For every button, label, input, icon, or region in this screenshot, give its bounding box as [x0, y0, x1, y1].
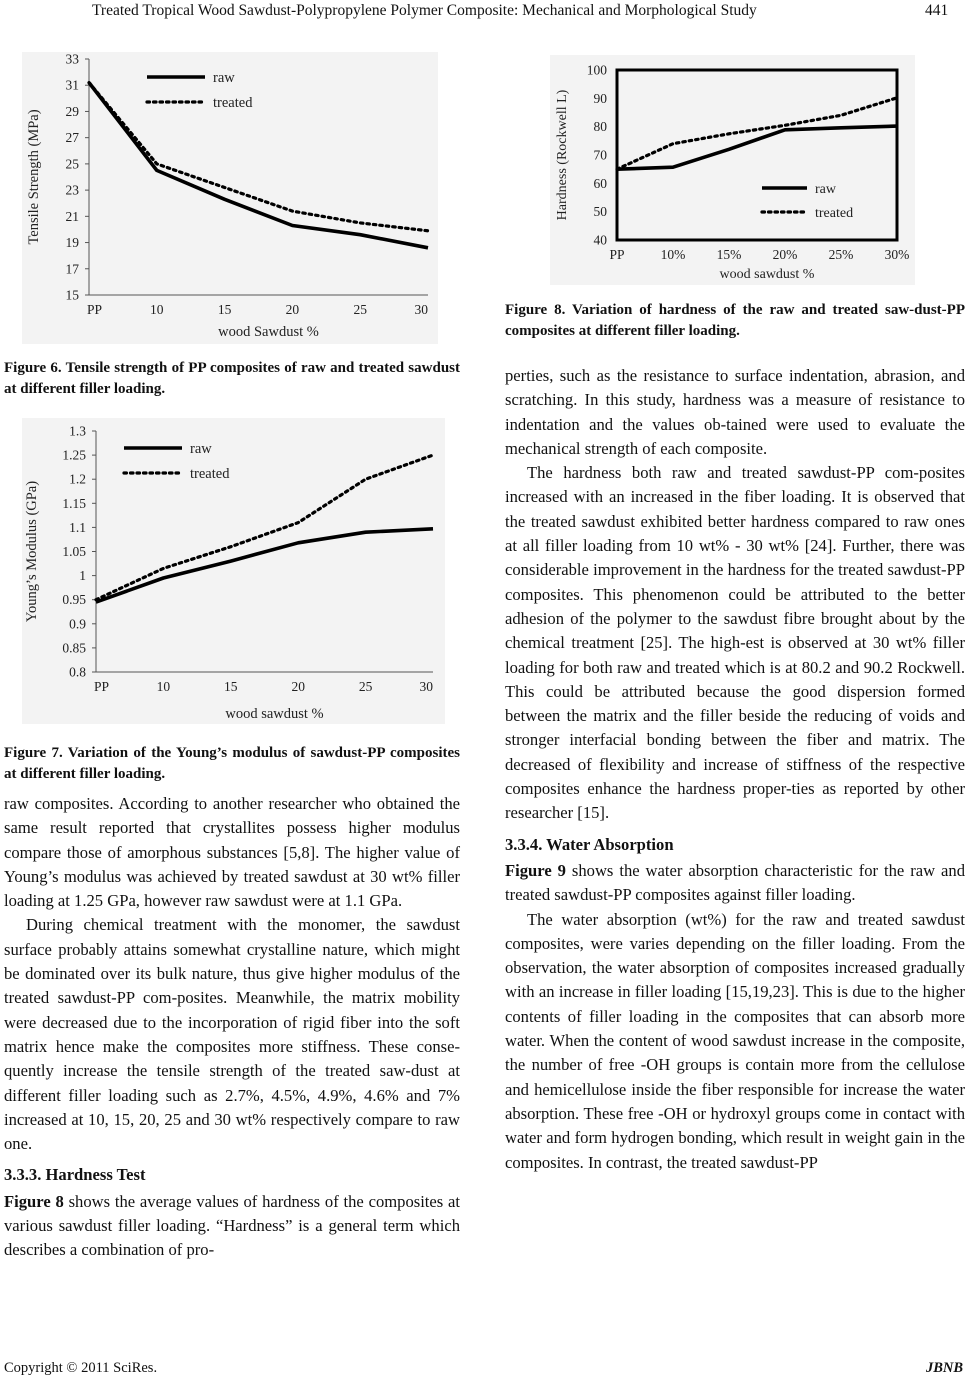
right-paragraph-3-text: shows the water absorption characteristic for the raw and treated sawdust-PP composites against filler loading. — [505, 860, 965, 905]
y-axis-label: Tensile Strength (MPa) — [26, 109, 42, 245]
y-tick-label: 0.95 — [62, 592, 86, 608]
y-tick-label: 0.85 — [62, 640, 86, 656]
figure-8-svg — [550, 55, 915, 285]
figure-6-chart — [22, 52, 438, 344]
y-axis-label: Hardness (Rockwell L) — [555, 89, 570, 221]
series-line-treated — [89, 83, 428, 231]
y-tick-label: 19 — [65, 235, 79, 251]
right-paragraph-2: The hardness both raw and treated sawdust-PP com-posites increased with an increased in the fiber loading. It is observed that the treated sawdust exhibited better hardness compared to raw ones at all filler loading from 10 wt% - 30 wt% [24]. Further, there was considerable improvement in the hardness for the treated sawdust-PP composites. This phenomenon could be attributed to the better adhesion of the polymer to the sawdust fibre brought about by the chemical treatment [25]. The high-est is observed at 30 wt% filler loading for both raw and treated which is at 80.2 and 90.2 Rockwell. This could be attributed because the good dispersion formed between the matrix and the filler beside the reducing of voids and stronger interfacial bonding between the fiber and matrix. The decreased of flexibility and increase of stiffness of the respective composites enhance the hardness proper-ties as reported by other researcher [15]. — [505, 463, 965, 823]
x-tick-label: 10 — [150, 302, 164, 317]
x-tick-label: 15 — [224, 679, 238, 694]
y-tick-label: 21 — [65, 208, 79, 224]
x-tick-label: 20% — [772, 247, 798, 262]
x-tick-label: 30% — [884, 247, 910, 262]
y-tick-label: 1 — [79, 568, 86, 584]
figure-6-caption: Figure 6. Tensile strength of PP composites of raw and treated sawdust at different filler loading. — [4, 360, 460, 397]
y-tick-label: 1.3 — [69, 423, 86, 439]
x-tick-label: 20 — [285, 302, 300, 317]
y-tick-label: 29 — [65, 103, 79, 119]
y-tick-label: 100 — [586, 62, 607, 78]
x-tick-label: 15 — [217, 302, 232, 317]
x-tick-label: 30 — [414, 302, 428, 317]
x-tick-label: PP — [87, 302, 103, 317]
section-heading-water-absorption: 3.3.4. Water Absorption — [505, 834, 674, 854]
y-tick-label: 40 — [593, 232, 607, 248]
figure-7-chart — [22, 418, 445, 724]
legend-label-treated: treated — [815, 206, 854, 221]
series-line-treated — [96, 455, 433, 600]
y-axis-label: Young’s Modulus (GPa) — [24, 480, 40, 623]
figure-7-svg — [22, 418, 445, 724]
y-tick-label: 33 — [65, 52, 79, 67]
series-line-raw — [617, 126, 897, 169]
figure-9-reference: Figure 9 — [505, 860, 566, 880]
x-axis-label: wood sawdust % — [719, 267, 815, 282]
x-tick-label: PP — [609, 247, 625, 262]
series-line-raw — [89, 83, 428, 248]
y-tick-label: 1.05 — [62, 544, 86, 559]
y-tick-label: 60 — [593, 175, 607, 191]
y-tick-label: 80 — [593, 119, 607, 135]
x-tick-label: 20 — [291, 679, 305, 694]
running-title: Treated Tropical Wood Sawdust-Polypropylene Polymer Composite: Mechanical and Morphological Study — [92, 2, 757, 19]
x-tick-label: 25% — [828, 247, 854, 262]
copyright-notice: Copyright © 2011 SciRes. — [4, 1360, 158, 1376]
figure-8-reference: Figure 8 — [4, 1191, 64, 1211]
y-tick-label: 0.8 — [69, 664, 86, 680]
y-tick-label: 23 — [65, 182, 79, 198]
right-paragraph-4: The water absorption (wt%) for the raw and treated sawdust composites, were varies depending on the filler loading. From the observation, the water absorption of composites increased gradually with an increase in filler loading [15,19,23]. This is due to the higher contents of filler loading in the composites that can absorb more water. When the content of wood sawdust increase in the composite, the number of free -OH groups is contain more from the cellulose and hemicellulose inside the fiber responsible for increase the water absorption. These free -OH or hydroxyl groups come in contact with water and form hydrogen bonding, which result in weight gain in the composites. In contrast, the treated sawdust-PP — [505, 909, 965, 1172]
y-tick-label: 25 — [65, 156, 79, 172]
left-paragraph-2: During chemical treatment with the monomer, the sawdust surface probably attains somewhat crystalline nature, which might be dominated over its bulk nature, thus give higher modulus of the treated sawdust-PP com-posites. Meanwhile, the matrix mobility were decreased due to the incorporation of rigid fiber into the soft matrix hence make the composites more stiffness. These conse-quently increase the tensile strength of the treated saw-dust at different filler loading such as 2.7%, 4.5%, 4.9%, 4.6% and 7% increased at 10, 15, 20, 25 and 30 wt% respectively compare to raw one. — [4, 915, 460, 1154]
left-text-column — [4, 792, 460, 1263]
legend-label-raw: raw — [815, 182, 836, 197]
y-tick-label: 70 — [593, 147, 607, 163]
y-tick-label: 50 — [593, 204, 607, 220]
series-line-raw — [96, 529, 433, 602]
y-tick-label: 1.15 — [62, 495, 86, 511]
journal-abbreviation: JBNB — [926, 1360, 964, 1376]
x-tick-label: 30 — [419, 679, 433, 694]
x-axis-label: wood sawdust % — [225, 706, 324, 722]
x-tick-label: 15% — [716, 247, 742, 262]
x-tick-label: 25 — [358, 679, 373, 694]
page-number: 441 — [925, 2, 949, 19]
right-text-column — [505, 364, 965, 1175]
y-tick-label: 1.25 — [62, 447, 86, 463]
legend-label-treated: treated — [190, 466, 230, 482]
x-tick-label: 25 — [353, 302, 367, 317]
y-tick-label: 1.2 — [69, 471, 86, 487]
section-heading-hardness: 3.3.3. Hardness Test — [4, 1165, 146, 1185]
figure-6-svg — [22, 52, 438, 344]
y-tick-label: 1.1 — [69, 519, 86, 535]
y-tick-label: 15 — [65, 287, 79, 303]
legend-label-raw: raw — [213, 70, 235, 86]
x-tick-label: 10% — [660, 247, 686, 262]
y-tick-label: 90 — [593, 90, 607, 106]
y-tick-label: 17 — [65, 261, 79, 277]
figure-7-caption: Figure 7. Variation of the Young’s modulus of sawdust-PP composites at different filler loading. — [4, 745, 460, 782]
y-tick-label: 0.9 — [69, 616, 86, 632]
left-paragraph-3 — [4, 1190, 460, 1263]
running-head — [0, 0, 969, 22]
x-tick-label: 10 — [156, 679, 171, 694]
y-tick-label: 31 — [65, 77, 79, 93]
series-line-treated — [617, 98, 897, 169]
legend-label-treated: treated — [213, 95, 253, 111]
legend-label-raw: raw — [190, 441, 212, 457]
x-tick-label: PP — [94, 679, 110, 694]
x-axis-label: wood Sawdust % — [218, 324, 319, 340]
figure-8-chart — [550, 55, 915, 285]
left-paragraph-3-text: shows the average values of hardness of the composites at various sawdust filler loading. “Hardness” is a general term which describes a combination of pro- — [4, 1191, 461, 1260]
left-paragraph-1: raw composites. According to another researcher who obtained the same result reported that crystallites possess higher modulus compare those of amorphous substances [5,8]. The higher value of Young’s modulus was achieved by treated sawdust at 30 wt% filler loading at 1.25 GPa, however raw sawdust were at 1.1 GPa. — [4, 794, 460, 911]
right-paragraph-1: perties, such as the resistance to surface indentation, abrasion, and scratching. In this study, hardness was a measure of resistance to indentation and the values ob-tained were used to evaluate the mechanical strength of each composite. — [505, 366, 965, 458]
right-paragraph-3 — [505, 859, 965, 908]
figure-8-caption: Figure 8. Variation of hardness of the raw and treated saw-dust-PP composites at different filler loading. — [505, 302, 965, 339]
plot-frame — [617, 70, 897, 240]
y-tick-label: 27 — [65, 130, 79, 146]
